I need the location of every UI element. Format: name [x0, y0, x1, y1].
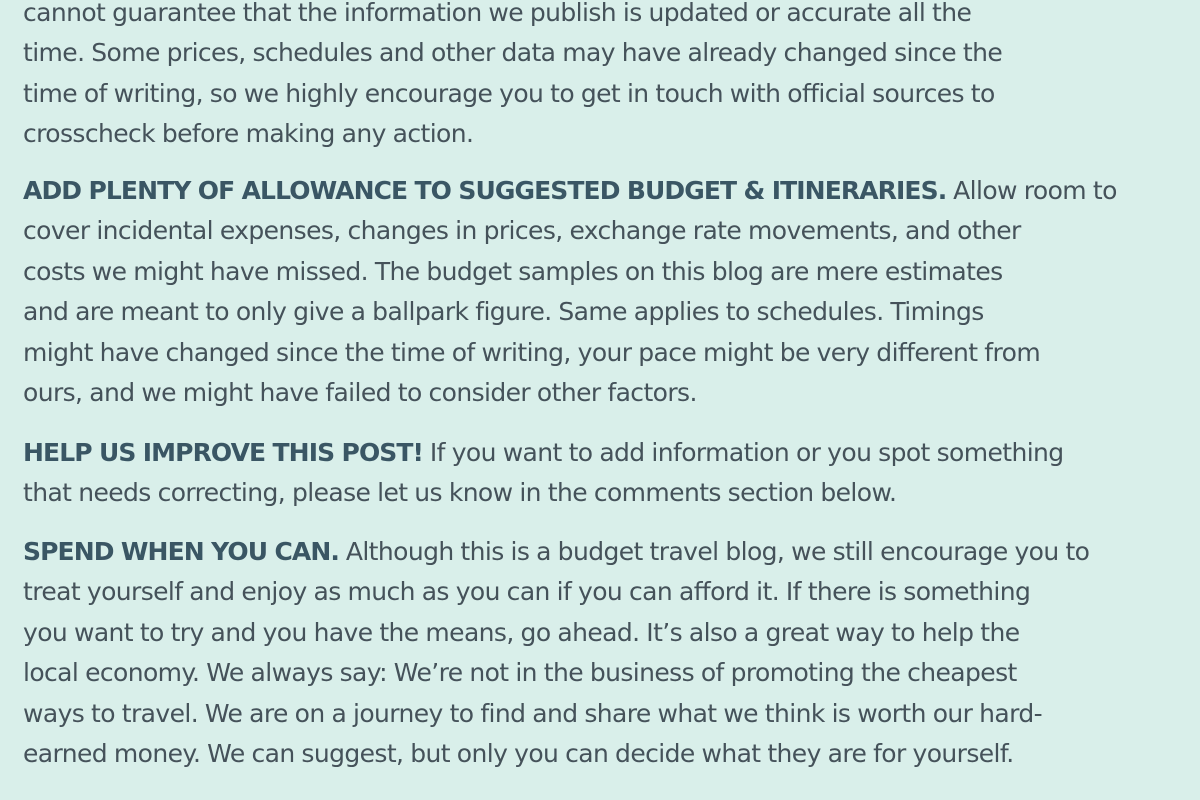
text-line: that needs correcting, please let us know in the comments section below. — [23, 478, 897, 508]
budget-allowance-paragraph — [23, 171, 1185, 413]
text-line: costs we might have missed. The budget samples on this blog are mere estimates — [23, 256, 1003, 286]
paragraph-lead-heading: ADD PLENTY OF ALLOWANCE TO SUGGESTED BUDGET & ITINERARIES. — [23, 176, 947, 205]
text-line: earned money. We can suggest, but only you can decide what they are for yourself. — [23, 739, 1014, 769]
text-line — [23, 433, 1185, 473]
text-line — [23, 171, 1185, 211]
text-span: If you want to add information or you spot something — [423, 438, 1064, 467]
text-line: might have changed since the time of writing, your pace might be very different from — [23, 337, 1041, 367]
paragraph-lead-heading: HELP US IMPROVE THIS POST! — [23, 438, 424, 467]
text-line: cannot guarantee that the information we publish is updated or accurate all the — [23, 0, 972, 27]
text-line: ours, and we might have failed to consider other factors. — [23, 378, 697, 408]
text-span: Allow room to — [946, 176, 1117, 205]
text-line: time. Some prices, schedules and other data may have already changed since the — [23, 38, 1003, 68]
text-span: Although this is a budget travel blog, we still encourage you to — [338, 537, 1090, 566]
text-line: cover incidental expenses, changes in prices, exchange rate movements, and other — [23, 216, 1021, 246]
text-line: time of writing, so we highly encourage you to get in touch with official sources to — [23, 78, 995, 108]
text-line — [23, 532, 1185, 572]
accuracy-disclaimer-paragraph — [23, 0, 1185, 155]
text-line: ways to travel. We are on a journey to find and share what we think is worth our hard- — [23, 698, 1043, 728]
paragraph-lead-heading: SPEND WHEN YOU CAN. — [23, 537, 339, 566]
text-line: crosscheck before making any action. — [23, 119, 474, 149]
spend-when-you-can-paragraph — [23, 532, 1185, 774]
improve-post-paragraph — [23, 433, 1185, 514]
text-line: treat yourself and enjoy as much as you can if you can afford it. If there is something — [23, 577, 1031, 607]
text-line: and are meant to only give a ballpark figure. Same applies to schedules. Timings — [23, 297, 984, 327]
text-line: you want to try and you have the means, go ahead. It’s also a great way to help the — [23, 617, 1020, 647]
text-line: local economy. We always say: We’re not in the business of promoting the cheapest — [23, 658, 1017, 688]
